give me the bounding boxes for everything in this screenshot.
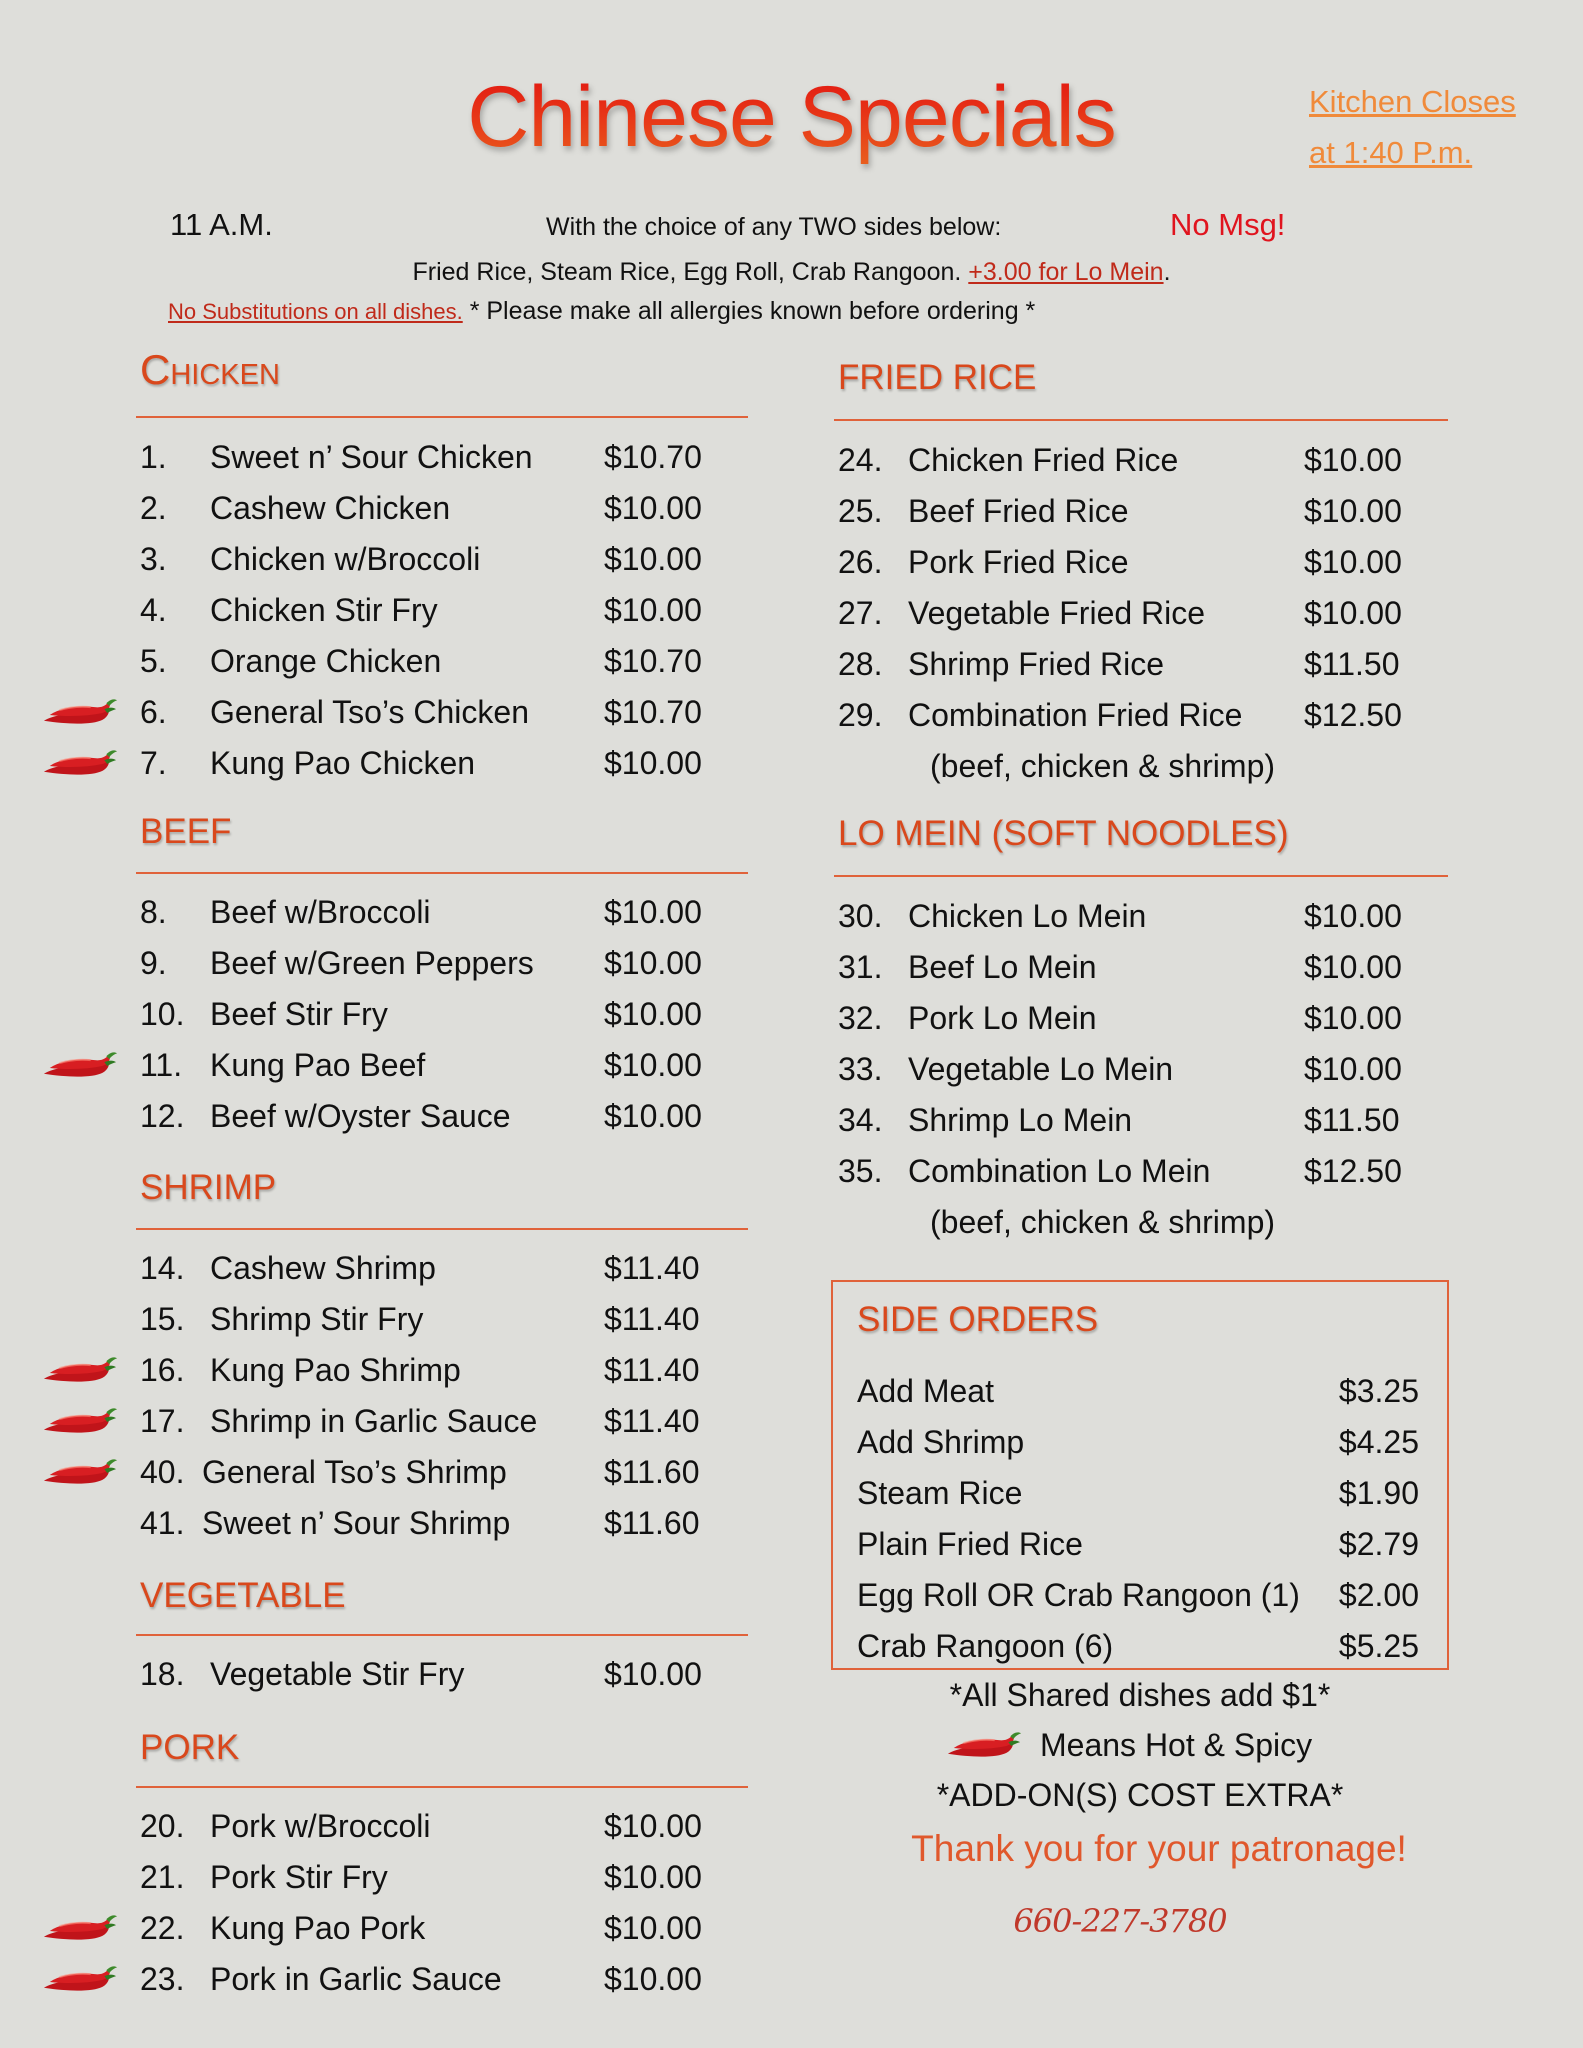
side-order-price: $4.25 xyxy=(1338,1424,1419,1460)
item-name: Vegetable Fried Rice xyxy=(908,595,1206,631)
side-orders-title: SIDE ORDERS xyxy=(857,1300,1099,1339)
menu-item[interactable] xyxy=(136,1294,748,1345)
menu-item[interactable] xyxy=(136,687,748,738)
menu-item[interactable] xyxy=(834,1044,1446,1095)
item-number: 28. xyxy=(838,646,883,682)
item-name: Combination Fried Rice xyxy=(908,697,1243,733)
chili-pepper-icon xyxy=(40,1455,118,1491)
item-name: Vegetable Stir Fry xyxy=(210,1656,465,1692)
menu-item[interactable] xyxy=(136,483,748,534)
menu-item[interactable] xyxy=(834,690,1446,741)
kitchen-hours-link[interactable] xyxy=(1309,76,1549,178)
menu-item[interactable] xyxy=(136,534,748,585)
item-name: Kung Pao Pork xyxy=(210,1910,426,1946)
item-price: $11.40 xyxy=(604,1250,700,1286)
section-title: SHRIMP xyxy=(140,1168,277,1207)
item-name: Sweet n’ Sour Shrimp xyxy=(202,1505,511,1541)
item-number: 41. xyxy=(140,1505,185,1541)
section-divider xyxy=(136,1228,748,1230)
side-order-item[interactable] xyxy=(857,1621,1431,1672)
menu-item[interactable] xyxy=(136,1243,748,1294)
menu-item[interactable] xyxy=(834,1095,1446,1146)
item-number: 18. xyxy=(140,1656,185,1692)
item-price: $10.00 xyxy=(604,1098,702,1134)
section-title: FRIED RICE xyxy=(838,358,1037,397)
item-number: 7. xyxy=(140,745,167,781)
side-order-price: $2.79 xyxy=(1338,1526,1419,1562)
item-name: Pork w/Broccoli xyxy=(210,1808,431,1844)
chili-pepper-icon xyxy=(40,1962,118,1998)
item-price: $11.40 xyxy=(604,1352,700,1388)
side-order-name: Steam Rice xyxy=(857,1475,1023,1511)
menu-item[interactable] xyxy=(834,639,1446,690)
menu-item[interactable] xyxy=(834,891,1446,942)
menu-item[interactable] xyxy=(136,887,748,938)
item-name: Cashew Chicken xyxy=(210,490,451,526)
item-name: General Tso’s Shrimp xyxy=(202,1454,507,1490)
item-name: Beef w/Oyster Sauce xyxy=(210,1098,511,1134)
menu-item[interactable] xyxy=(136,738,748,789)
item-price: $10.00 xyxy=(604,894,702,930)
chili-pepper-icon xyxy=(40,1911,118,1947)
item-name: Kung Pao Beef xyxy=(210,1047,426,1083)
side-order-item[interactable] xyxy=(857,1417,1431,1468)
menu-item[interactable] xyxy=(136,432,748,483)
item-price: $11.50 xyxy=(1304,646,1400,682)
section-divider xyxy=(136,872,748,874)
item-number: 16. xyxy=(140,1352,185,1388)
side-order-name: Add Meat xyxy=(857,1373,994,1409)
item-name: Shrimp Lo Mein xyxy=(908,1102,1133,1138)
menu-item[interactable] xyxy=(136,1852,748,1903)
section-divider xyxy=(834,875,1448,877)
menu-item[interactable] xyxy=(834,942,1446,993)
side-order-price: $2.00 xyxy=(1338,1577,1419,1613)
item-name: Kung Pao Shrimp xyxy=(210,1352,461,1388)
item-number: 25. xyxy=(838,493,883,529)
side-order-item[interactable] xyxy=(857,1366,1431,1417)
item-number: 2. xyxy=(140,490,167,526)
menu-item[interactable] xyxy=(136,1649,748,1700)
item-number: 5. xyxy=(140,643,167,679)
item-price: $10.70 xyxy=(604,643,702,679)
item-number: 29. xyxy=(838,697,883,733)
chili-pepper-icon xyxy=(40,695,118,731)
menu-item[interactable] xyxy=(136,1447,748,1498)
opening-time: 11 A.M. xyxy=(170,207,273,242)
section-title: BEEF xyxy=(140,812,232,851)
item-price: $10.00 xyxy=(1304,544,1402,580)
item-name: Beef w/Broccoli xyxy=(210,894,431,930)
allergy-note: * Please make all allergies known before ordering * xyxy=(469,297,1036,325)
chili-pepper-icon xyxy=(944,1728,1022,1764)
item-price: $12.50 xyxy=(1304,1153,1402,1189)
side-orders-box xyxy=(831,1280,1449,1670)
item-number: 10. xyxy=(140,996,185,1032)
item-name: Pork Stir Fry xyxy=(210,1859,388,1895)
item-price: $10.00 xyxy=(604,1859,702,1895)
item-price: $10.00 xyxy=(1304,1000,1402,1036)
item-price: $12.50 xyxy=(1304,697,1402,733)
menu-item[interactable] xyxy=(136,1396,748,1447)
no-msg-note: No Msg! xyxy=(1170,207,1286,242)
side-order-name: Egg Roll OR Crab Rangoon (1) xyxy=(857,1577,1300,1613)
item-name: Pork Lo Mein xyxy=(908,1000,1097,1036)
item-name: Cashew Shrimp xyxy=(210,1250,436,1286)
item-price: $10.00 xyxy=(604,490,702,526)
sides-text: Fried Rice, Steam Rice, Egg Roll, Crab Rangoon. xyxy=(412,258,962,286)
sides-period: . xyxy=(1163,258,1171,286)
item-name: General Tso’s Chicken xyxy=(210,694,529,730)
menu-item[interactable] xyxy=(136,1903,748,1954)
item-name: Pork Fried Rice xyxy=(908,544,1129,580)
sides-list xyxy=(0,256,1583,288)
item-number: 8. xyxy=(140,894,167,930)
side-order-price: $5.25 xyxy=(1338,1628,1419,1664)
spicy-legend xyxy=(944,1720,1404,1770)
menu-item[interactable] xyxy=(834,588,1446,639)
item-price: $10.00 xyxy=(604,1808,702,1844)
item-name: Kung Pao Chicken xyxy=(210,745,476,781)
item-note-text: (beef, chicken & shrimp) xyxy=(930,748,1276,784)
item-number: 1. xyxy=(140,439,167,475)
item-number: 34. xyxy=(838,1102,883,1138)
item-number: 11. xyxy=(140,1047,183,1083)
menu-item[interactable] xyxy=(834,1146,1446,1197)
item-price: $10.00 xyxy=(1304,898,1402,934)
item-number: 35. xyxy=(838,1153,883,1189)
item-number: 3. xyxy=(140,541,167,577)
item-number: 27. xyxy=(838,595,883,631)
item-price: $11.40 xyxy=(604,1403,700,1439)
item-name: Sweet n’ Sour Chicken xyxy=(210,439,533,475)
item-name: Chicken w/Broccoli xyxy=(210,541,481,577)
menu-item[interactable] xyxy=(834,486,1446,537)
sides-choice-note: With the choice of any TWO sides below: xyxy=(546,213,1002,241)
item-price: $10.00 xyxy=(604,1047,702,1083)
menu-item[interactable] xyxy=(136,1954,748,2005)
item-price: $10.00 xyxy=(604,592,702,628)
kitchen-hours-line-1: Kitchen Closes xyxy=(1309,84,1516,119)
policy-line xyxy=(168,295,1035,328)
item-number: 24. xyxy=(838,442,883,478)
item-number: 32. xyxy=(838,1000,883,1036)
section-title: VEGETABLE xyxy=(140,1576,346,1615)
menu-item[interactable] xyxy=(136,1801,748,1852)
item-number: 17. xyxy=(140,1403,185,1439)
item-price: $10.00 xyxy=(1304,1051,1402,1087)
item-price: $11.40 xyxy=(604,1301,700,1337)
item-number: 30. xyxy=(838,898,883,934)
item-price: $10.00 xyxy=(604,945,702,981)
item-price: $10.00 xyxy=(604,1656,702,1692)
chili-pepper-icon xyxy=(40,1353,118,1389)
menu-item[interactable] xyxy=(136,1040,748,1091)
item-price: $10.00 xyxy=(1304,949,1402,985)
phone-number[interactable]: 660-227-3780 xyxy=(1013,1902,1227,1940)
item-name: Beef Lo Mein xyxy=(908,949,1097,985)
menu-item[interactable] xyxy=(834,435,1446,486)
item-price: $11.60 xyxy=(604,1505,700,1541)
menu-item[interactable] xyxy=(834,993,1446,1044)
side-order-name: Plain Fried Rice xyxy=(857,1526,1083,1562)
item-name: Chicken Stir Fry xyxy=(210,592,438,628)
item-name: Chicken Fried Rice xyxy=(908,442,1179,478)
item-number: 12. xyxy=(140,1098,185,1134)
no-substitutions-link[interactable]: No Substitutions on all dishes. xyxy=(168,299,463,324)
item-name: Shrimp Fried Rice xyxy=(908,646,1165,682)
side-order-name: Crab Rangoon (6) xyxy=(857,1628,1114,1664)
spicy-legend-text: Means Hot & Spicy xyxy=(1040,1727,1313,1763)
chili-pepper-icon xyxy=(40,746,118,782)
item-price: $10.00 xyxy=(604,1910,702,1946)
item-number: 15. xyxy=(140,1301,185,1337)
item-name: Beef w/Green Peppers xyxy=(210,945,534,981)
item-price: $11.60 xyxy=(604,1454,700,1490)
item-price: $10.00 xyxy=(604,745,702,781)
menu-item[interactable] xyxy=(834,537,1446,588)
addons-note: *ADD-ON(S) COST EXTRA* xyxy=(936,1777,1344,1813)
side-order-item[interactable] xyxy=(857,1570,1431,1621)
item-number: 26. xyxy=(838,544,883,580)
item-name: Shrimp in Garlic Sauce xyxy=(210,1403,538,1439)
item-number: 14. xyxy=(140,1250,185,1286)
item-price: $10.00 xyxy=(1304,442,1402,478)
section-divider xyxy=(136,1634,748,1636)
item-number: 21. xyxy=(140,1859,185,1895)
side-order-item[interactable] xyxy=(857,1519,1431,1570)
item-name: Vegetable Lo Mein xyxy=(908,1051,1174,1087)
item-number: 31. xyxy=(838,949,883,985)
section-title: PORK xyxy=(140,1728,240,1767)
item-price: $10.00 xyxy=(604,1961,702,1997)
side-order-price: $1.90 xyxy=(1338,1475,1419,1511)
item-price: $10.00 xyxy=(604,541,702,577)
item-name: Pork in Garlic Sauce xyxy=(210,1961,502,1997)
item-number: 33. xyxy=(838,1051,883,1087)
item-name: Shrimp Stir Fry xyxy=(210,1301,424,1337)
section-divider xyxy=(136,1786,748,1788)
item-number: 20. xyxy=(140,1808,185,1844)
page-title: Chinese Specials xyxy=(0,62,1583,172)
item-price: $10.00 xyxy=(1304,595,1402,631)
section-title: LO MEIN (SOFT NOODLES) xyxy=(838,814,1289,853)
menu-item[interactable] xyxy=(136,1345,748,1396)
item-name: Beef Fried Rice xyxy=(908,493,1129,529)
item-number: 22. xyxy=(140,1910,185,1946)
item-number: 6. xyxy=(140,694,167,730)
menu-item[interactable] xyxy=(136,989,748,1040)
section-divider xyxy=(136,416,748,418)
kitchen-hours-line-2: at 1:40 P.m. xyxy=(1309,135,1473,170)
menu-item[interactable] xyxy=(136,938,748,989)
menu-item[interactable] xyxy=(136,585,748,636)
chili-pepper-icon xyxy=(40,1048,118,1084)
item-price: $10.70 xyxy=(604,694,702,730)
item-number: 9. xyxy=(140,945,167,981)
chili-pepper-icon xyxy=(40,1404,118,1440)
thank-you-message: Thank you for your patronage! xyxy=(911,1828,1407,1869)
lo-mein-upcharge-link[interactable]: +3.00 for Lo Mein xyxy=(968,258,1164,286)
section-divider xyxy=(834,419,1448,421)
item-price: $10.00 xyxy=(1304,493,1402,529)
side-order-name: Add Shrimp xyxy=(857,1424,1025,1460)
side-order-price: $3.25 xyxy=(1338,1373,1419,1409)
item-name: Chicken Lo Mein xyxy=(908,898,1147,934)
item-price: $10.00 xyxy=(604,996,702,1032)
menu-item[interactable] xyxy=(136,1091,748,1142)
item-number: 23. xyxy=(140,1961,185,1997)
section-title: Chicken xyxy=(140,346,280,393)
item-number: 4. xyxy=(140,592,167,628)
menu-item[interactable] xyxy=(136,1498,748,1549)
item-name: Combination Lo Mein xyxy=(908,1153,1211,1189)
item-name: Beef Stir Fry xyxy=(210,996,388,1032)
side-order-item[interactable] xyxy=(857,1468,1431,1519)
item-note-text: (beef, chicken & shrimp) xyxy=(930,1204,1276,1240)
shared-dishes-note: *All Shared dishes add $1* xyxy=(949,1677,1331,1713)
item-number: 40. xyxy=(140,1454,185,1490)
item-price: $11.50 xyxy=(1304,1102,1400,1138)
item-name: Orange Chicken xyxy=(210,643,442,679)
menu-item[interactable] xyxy=(136,636,748,687)
item-price: $10.70 xyxy=(604,439,702,475)
